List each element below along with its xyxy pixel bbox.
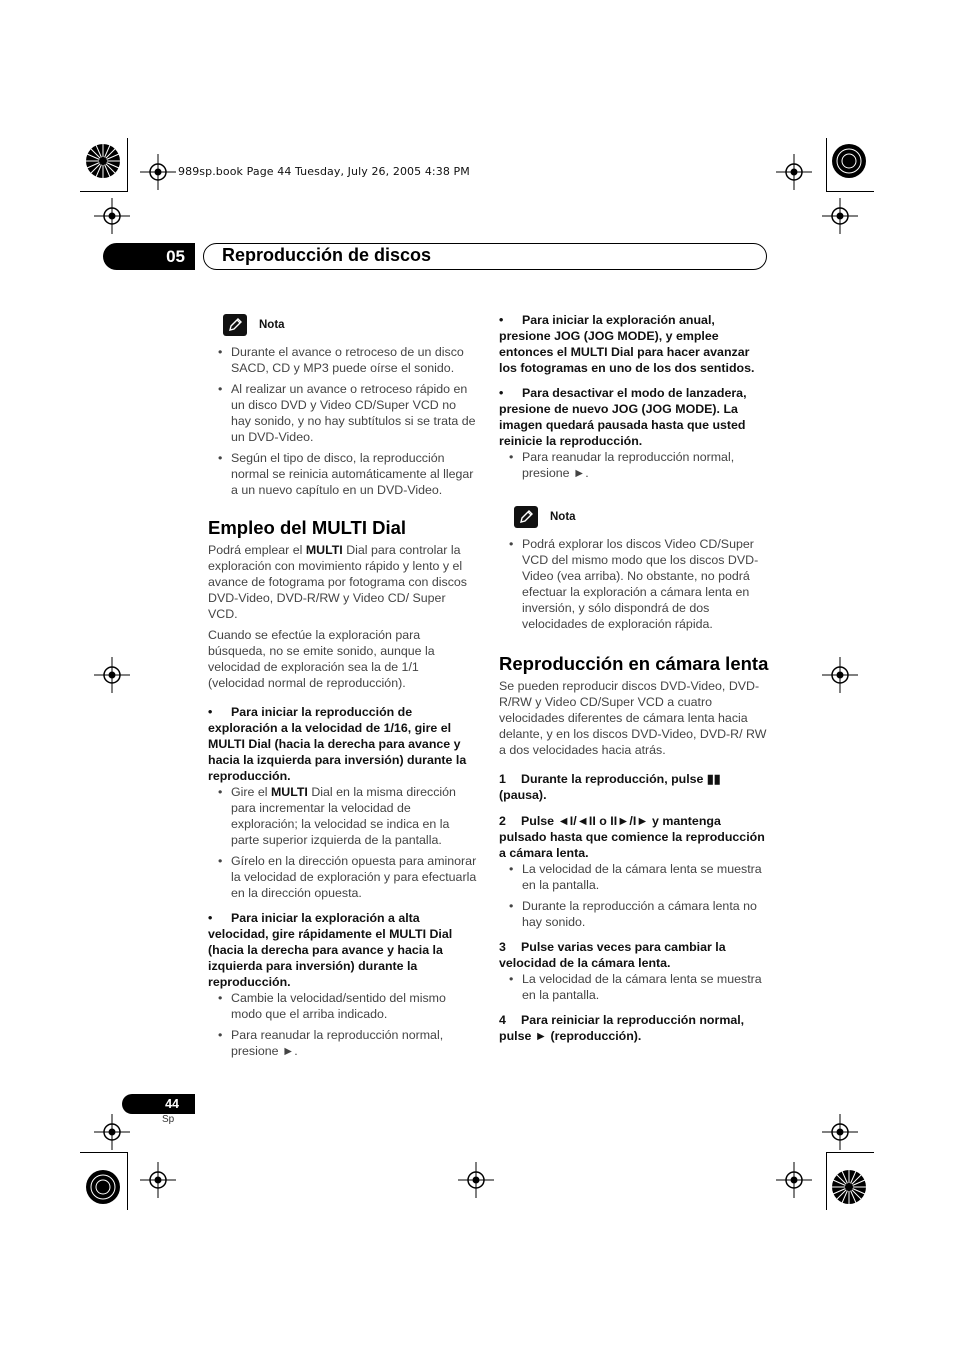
list-item: • Al realizar un avance o retroceso rápido en un disco DVD y Video CD/Super VCD no hay sonido, y no hay subtítulos si se trata de un DVD-Video. — [208, 381, 478, 445]
crop-mark — [826, 1152, 827, 1210]
text-run: Dial para controlar la exploración con movimiento rápido y lento y el avance de fotograma por fotograma con discos DVD-Video, DVD-R/RW y Video CD/ Super VCD. — [208, 543, 467, 621]
print-header: 989sp.book Page 44 Tuesday, July 26, 2005 4:38 PM — [178, 165, 470, 178]
crosshair-icon — [140, 154, 176, 190]
note-list — [208, 344, 478, 498]
step-text: Durante la reproducción, pulse ▮▮ (pausa). — [499, 772, 721, 802]
bullet: • — [208, 705, 213, 719]
sub-list — [499, 449, 769, 481]
crop-mark — [127, 1152, 128, 1210]
bullet: • — [499, 313, 504, 327]
step-number: 3 — [499, 940, 506, 954]
list-item: • La velocidad de la cámara lenta se muestra en la pantalla. — [499, 861, 769, 893]
crosshair-icon — [776, 154, 812, 190]
crop-mark — [80, 191, 128, 192]
text-run: Gire el — [231, 785, 271, 799]
section-heading: Reproducción en cámara lenta — [499, 653, 769, 674]
list-item: • Gírelo en la dirección opuesta para aminorar la velocidad de exploración y para efectuarla en la dirección opuesta. — [208, 853, 478, 901]
instruction-item — [208, 910, 478, 990]
crop-mark — [80, 1152, 128, 1153]
list-item: • Cambie la velocidad/sentido del mismo modo que el arriba indicado. — [208, 990, 478, 1022]
registration-sunburst-icon — [84, 1168, 122, 1206]
note-header — [223, 314, 478, 336]
paragraph — [208, 542, 478, 622]
paragraph: Cuando se efectúe la exploración para búsqueda, no se emite sonido, aunque la velocidad de exploración sea la de 1/1 (velocidad normal de reproducción). — [208, 628, 435, 690]
crosshair-icon — [822, 657, 858, 693]
note-header — [514, 506, 769, 528]
right-column — [499, 312, 769, 1044]
instruction-text: Para iniciar la reproducción de exploración a la velocidad de 1/16, gire el MULTI Dial (hacia la derecha para avance y hacia la izquierda para inversión) durante la reproducción. — [208, 705, 467, 783]
crosshair-icon — [140, 1162, 176, 1198]
list-item — [208, 784, 478, 848]
text-run-bold: MULTI — [270, 785, 308, 799]
step-number: 4 — [499, 1013, 506, 1027]
sub-list — [208, 990, 478, 1059]
sub-list — [208, 784, 478, 901]
note-label: Nota — [550, 511, 576, 523]
crosshair-icon — [822, 198, 858, 234]
step-item — [499, 1012, 769, 1044]
section-heading: Empleo del MULTI Dial — [208, 517, 407, 538]
sub-list — [499, 971, 769, 1003]
note-pencil-icon — [514, 506, 538, 528]
bullet: • — [499, 386, 504, 400]
list-item: • Durante la reproducción a cámara lenta no hay sonido. — [499, 898, 769, 930]
page-number: 44 — [122, 1094, 195, 1114]
step-item — [499, 771, 769, 803]
list-item: • La velocidad de la cámara lenta se muestra en la pantalla. — [499, 971, 769, 1003]
registration-sunburst-icon — [830, 142, 868, 180]
left-column — [208, 314, 478, 1064]
step-text: Pulse ◄I/◄II o II►/I► y mantenga pulsado hasta que comience la reproducción a cámara lenta. — [499, 814, 765, 860]
step-text: Para reiniciar la reproducción normal, pulse ► (reproducción). — [499, 1013, 745, 1043]
crop-mark — [826, 138, 827, 192]
list-item: • Podrá explorar los discos Video CD/Super VCD del mismo modo que los discos DVD-Video (vea arriba). No obstante, no podrá efectuar la exploración a cámara lenta en inversión, y sólo dispondrá de dos velocidades de exploración rápida. — [499, 536, 769, 632]
crosshair-icon — [94, 198, 130, 234]
registration-sunburst-icon — [830, 1168, 868, 1206]
text-run-bold: MULTI — [305, 543, 343, 557]
chapter-title: Reproducción de discos — [222, 245, 432, 265]
crosshair-icon — [94, 657, 130, 693]
chapter-number: 05 — [103, 243, 195, 270]
instruction-text: Para iniciar la exploración anual, presione JOG (JOG MODE), y emplee entonces el MULTI Dial para hacer avanzar los fotogramas en uno de los dos sentidos. — [499, 313, 755, 375]
list-item: • Para reanudar la reproducción normal, presione ►. — [208, 1027, 478, 1059]
paragraph: Se pueden reproducir discos DVD-Video, DVD-R/RW y Video CD/Super VCD a cuatro velocidades diferentes de cámara lenta hacia delante, y en los discos DVD-Video, DVD-R/ RW a dos velocidades hacia atrás. — [499, 679, 767, 757]
instruction-text: Para iniciar la exploración a alta velocidad, gire rápidamente el MULTI Dial (hacia la derecha para avance y hacia la izquierda para inversión) durante la reproducción. — [208, 911, 453, 989]
text-run: Dial en la misma dirección para incrementar la velocidad de exploración; la velocidad se indica en la parte superior izquierda de la pantalla. — [231, 785, 456, 847]
instruction-item — [208, 704, 478, 784]
crop-mark — [127, 138, 128, 192]
list-item: • Para reanudar la reproducción normal, presione ►. — [499, 449, 769, 481]
crop-mark — [826, 1152, 874, 1153]
crosshair-icon — [458, 1162, 494, 1198]
bullet: • — [208, 911, 213, 925]
note-list — [499, 536, 769, 632]
crosshair-icon — [94, 1114, 130, 1150]
crosshair-icon — [776, 1162, 812, 1198]
page-language: Sp — [162, 1114, 175, 1125]
note-pencil-icon — [223, 314, 247, 336]
instruction-item — [499, 312, 769, 376]
note-label: Nota — [259, 319, 285, 331]
instruction-item — [499, 385, 769, 449]
step-number: 2 — [499, 814, 506, 828]
crosshair-icon — [822, 1114, 858, 1150]
step-item — [499, 939, 769, 971]
crop-mark — [826, 191, 874, 192]
step-number: 1 — [499, 772, 506, 786]
list-item: • Durante el avance o retroceso de un disco SACD, CD y MP3 puede oírse el sonido. — [208, 344, 478, 376]
sub-list — [499, 861, 769, 930]
step-item — [499, 813, 769, 861]
instruction-text: Para desactivar el modo de lanzadera, presione de nuevo JOG (JOG MODE). La imagen quedará pausada hasta que usted reinicie la reproducción. — [499, 386, 747, 448]
list-item: • Según el tipo de disco, la reproducción normal se reinicia automáticamente al llegar a un nuevo capítulo en un DVD-Video. — [208, 450, 478, 498]
text-run: Podrá emplear el — [208, 543, 306, 557]
step-text: Pulse varias veces para cambiar la velocidad de la cámara lenta. — [499, 940, 726, 970]
registration-sunburst-icon — [84, 142, 122, 180]
